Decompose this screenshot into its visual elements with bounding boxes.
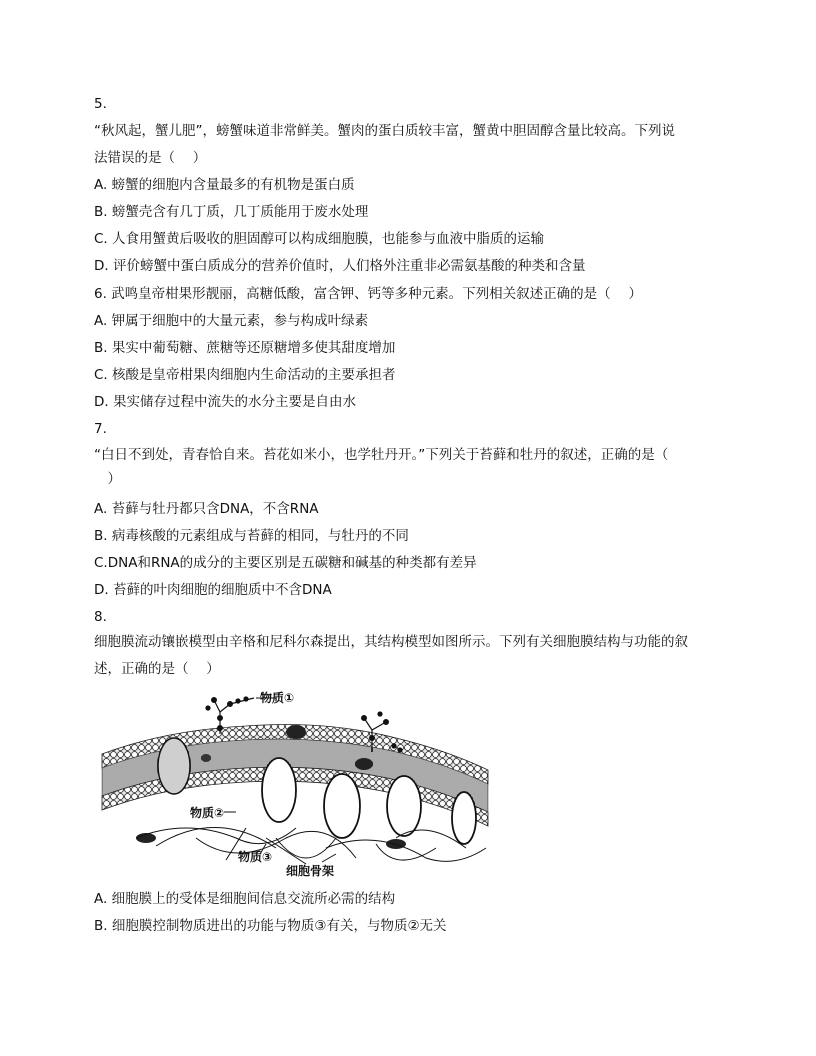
q5-number: 5.: [94, 96, 107, 112]
q6-option-a: A. 钾属于细胞中的大量元素，参与构成叶绿素: [94, 313, 369, 329]
q7-option-d: D. 苔藓的叶肉细胞的细胞质中不含DNA: [94, 582, 332, 598]
q6-stem: 6. 武鸣皇帝柑果形靓丽，高糖低酸，富含钾、钙等多种元素。下列相关叙述正确的是（ ）: [94, 286, 642, 302]
q5-option-c: C. 人食用蟹黄后吸收的胆固醇可以构成细胞膜，也能参与血液中脂质的运输: [94, 231, 545, 247]
protein-3: [387, 776, 421, 836]
q5-option-d: D. 评价螃蟹中蛋白质成分的营养价值时，人们格外注重非必需氨基酸的种类和含量: [94, 258, 586, 274]
q7-stem-line2: ）: [94, 471, 121, 487]
q6-option-b: B. 果实中葡萄糖、蔗糖等还原糖增多使其甜度增加: [94, 340, 396, 356]
q5-stem-line2: 法错误的是（ ）: [94, 150, 207, 166]
q5-option-a: A. 螃蟹的细胞内含量最多的有机物是蛋白质: [94, 177, 355, 193]
protein-1: [262, 758, 296, 822]
q7-number: 7.: [94, 421, 107, 437]
label-substance1: 物质①: [260, 691, 295, 705]
label-cytoskeleton: 细胞骨架: [286, 864, 335, 878]
q8-option-b: B. 细胞膜控制物质进出的功能与物质③有关，与物质②无关: [94, 918, 447, 934]
q6-option-c: C. 核酸是皇帝柑果肉细胞内生命活动的主要承担者: [94, 367, 396, 383]
fluid-mosaic-model-diagram: [96, 688, 490, 884]
q8-option-a: A. 细胞膜上的受体是细胞间信息交流所必需的结构: [94, 891, 396, 907]
cell-membrane-figure: [96, 688, 490, 884]
q8-number: 8.: [94, 609, 107, 625]
protein-4: [452, 792, 476, 844]
q8-stem-line2: 述，正确的是（ ）: [94, 661, 220, 677]
q7-option-c: C.DNA和RNA的成分的主要区别是五碳糖和碱基的种类都有差异: [94, 555, 477, 571]
q5-option-b: B. 螃蟹壳含有几丁质，几丁质能用于废水处理: [94, 204, 369, 220]
q7-option-b: B. 病毒核酸的元素组成与苔藓的相同，与牡丹的不同: [94, 528, 409, 544]
q8-stem-line1: 细胞膜流动镶嵌模型由辛格和尼科尔森提出，其结构模型如图所示。下列有关细胞膜结构与功能的叙: [94, 634, 688, 650]
q6-option-d: D. 果实储存过程中流失的水分主要是自由水: [94, 394, 356, 410]
q5-stem-line1: “秋风起，蟹儿肥”，螃蟹味道非常鲜美。蟹肉的蛋白质较丰富，蟹黄中胆固醇含量比较高。下列说: [94, 123, 675, 139]
protein-2: [324, 774, 360, 838]
protein-gray: [158, 738, 190, 794]
q7-option-a: A. 苔藓与牡丹都只含DNA，不含RNA: [94, 501, 319, 517]
q7-stem-line1: “白日不到处，青春恰自来。苔花如米小，也学牡丹开。”下列关于苔藓和牡丹的叙述，正确的是（: [94, 447, 669, 463]
label-substance2: 物质②: [190, 806, 225, 820]
cytoskeleton-filaments: [136, 827, 486, 864]
label-substance3: 物质③: [238, 850, 273, 864]
